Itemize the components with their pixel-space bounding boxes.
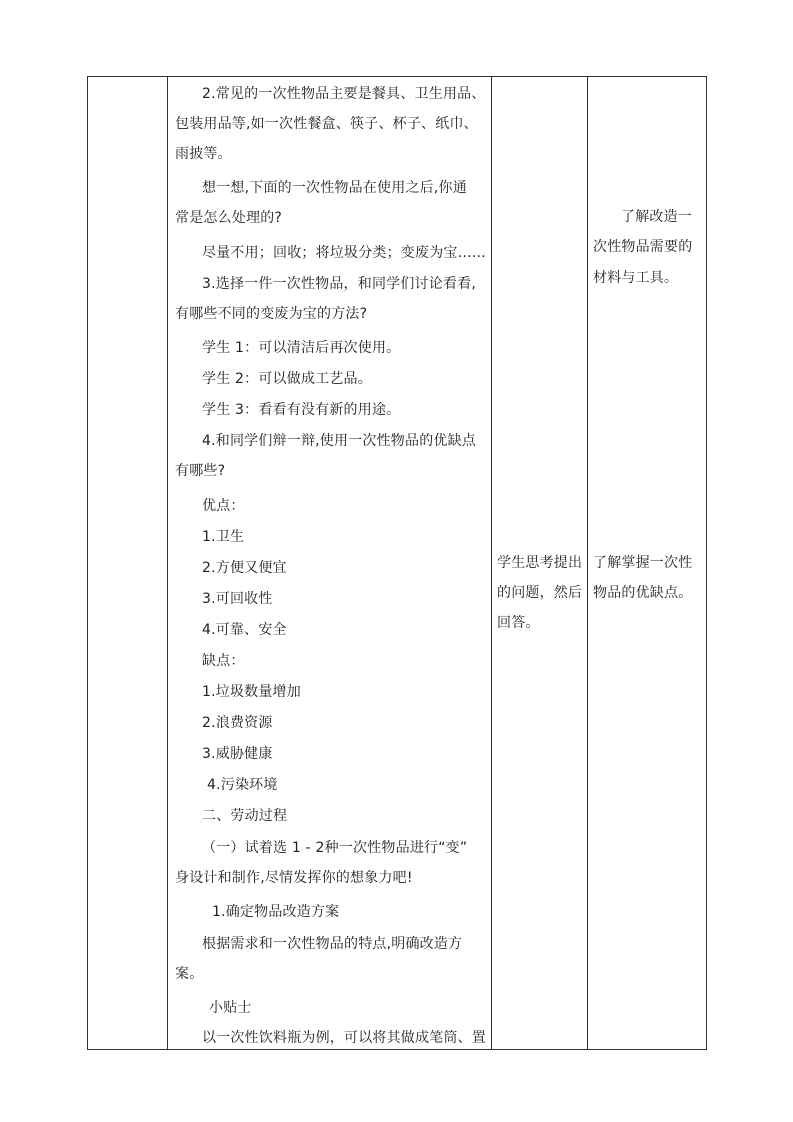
content-line: 2.浪费资源 [202, 715, 273, 731]
intent-line: 材料与工具。 [593, 270, 679, 286]
student-activity-cell [492, 77, 587, 1049]
content-line: 根据需求和一次性物品的特点,明确改造方 [202, 936, 463, 952]
lesson-table [87, 76, 707, 1050]
content-line: 2.方便又便宜 [202, 560, 287, 576]
content-line: 3.选择一件一次性物品，和同学们讨论看看, [202, 276, 477, 292]
content-line: 4.可靠、安全 [202, 622, 287, 638]
content-line: 3.可回收性 [202, 591, 273, 607]
content-line: 学生 2：可以做成工艺品。 [202, 371, 372, 387]
student-line: 的问题，然后 [497, 585, 583, 601]
content-line: 学生 3：看看有没有新的用途。 [202, 402, 401, 418]
intent-line: 了解掌握一次性 [593, 555, 693, 571]
content-line: 常是怎么处理的? [175, 210, 283, 226]
content-line: 有哪些不同的变废为宝的方法? [175, 306, 368, 322]
design-intent-cell [588, 77, 706, 1049]
content-line: 小贴士 [209, 1000, 252, 1016]
content-line: 2.常见的一次性物品主要是餐具、卫生用品、 [202, 86, 486, 102]
content-line: 4.污染环境 [207, 777, 278, 793]
student-line: 回答。 [497, 615, 540, 631]
intent-line: 了解改造一 [621, 209, 692, 225]
content-line: 4.和同学们辩一辩,使用一次性物品的优缺点 [202, 433, 477, 449]
content-line: 1.确定物品改造方案 [212, 904, 340, 920]
content-line: 二、劳动过程 [202, 808, 288, 824]
intent-line: 次性物品需要的 [593, 239, 693, 255]
intent-line: 物品的优缺点。 [593, 585, 693, 601]
content-line: 3.威胁健康 [202, 746, 273, 762]
content-line: （一）试着选 1 - 2种一次性物品进行“变” [202, 840, 468, 856]
content-line: 尽量不用；回收；将垃圾分类；变废为宝…… [202, 245, 486, 261]
content-line: 案。 [175, 966, 204, 982]
content-line: 1.卫生 [202, 529, 245, 545]
content-line: 身设计和制作,尽情发挥你的想象力吧! [175, 870, 413, 886]
content-line: 想一想,下面的一次性物品在使用之后,你通 [202, 180, 467, 196]
content-line: 缺点： [202, 653, 245, 669]
teaching-content-cell [168, 77, 491, 1049]
content-line: 优点： [202, 498, 245, 514]
empty-label-cell [88, 77, 167, 1049]
student-line: 学生思考提出 [497, 555, 583, 571]
content-line: 雨披等。 [175, 146, 232, 162]
content-line: 有哪些? [175, 463, 226, 479]
content-line: 包装用品等,如一次性餐盒、筷子、杯子、纸巾、 [175, 116, 478, 132]
content-line: 以一次性饮料瓶为例，可以将其做成笔筒、置 [202, 1030, 486, 1046]
content-line: 1.垃圾数量增加 [202, 684, 301, 700]
content-line: 学生 1：可以清洁后再次使用。 [202, 340, 401, 356]
